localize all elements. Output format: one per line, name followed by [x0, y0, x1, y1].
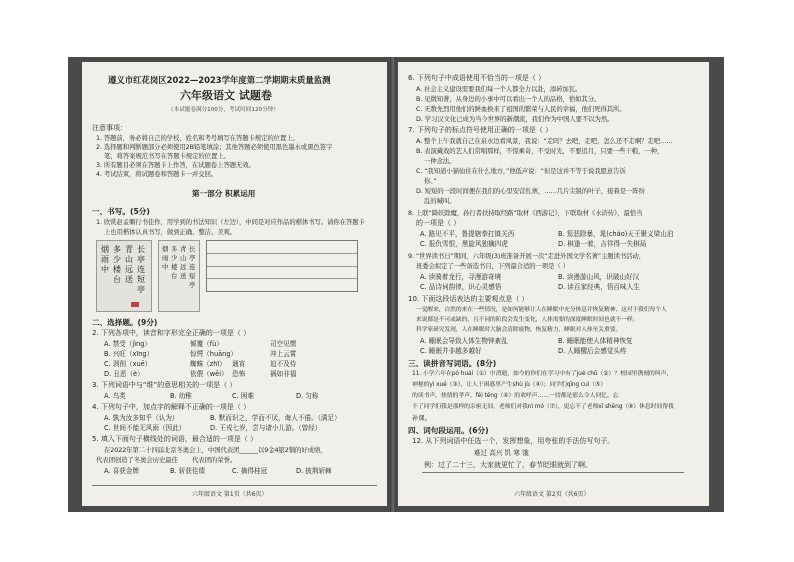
- question-text: 3. 下列词语中与“维”的意思相关的一项是（ ）: [92, 381, 237, 389]
- exam-subtitle: 六年级语文 试题卷: [180, 89, 272, 102]
- note-line: 1. 答题前，务必将自己的学校、姓名和考号填写在答题卡规定的位置上。: [96, 134, 299, 142]
- question-text: 7. 下列句子的标点符号使用正确的一项是（ ）: [408, 126, 553, 134]
- question-text: 5. 填入下面句子横线处的词语，最合适的一项是（ ）: [92, 435, 258, 443]
- section-heading: 四、词句段运用。(6分): [408, 426, 489, 435]
- section-heading: 三、读拼音写词语。(8分): [408, 359, 497, 368]
- question-text: 上也用楷体认真书写，做到正确、整洁、美观。: [104, 228, 237, 236]
- exam-page-2: 6. 下列句子中成语使用不恰当的一项是（ ） A. 社会主义建设需要我们每一个人都全力以赴，添砖加瓦。 B. 见微知著，从身边的小事中可以看出一个人的品格，恰如其分。 C. 无数先烈用他们的鲜血换来了祖国的繁荣与人民的幸福，他们死得其所。 D. 学习汉文化已成为当今世界的新潮流，我们作为中国人要不以为然。 7. 下列句子的标点符号使用正确的一项是（ ） A. 整个上午我就自己在泉水边看风景，我说：“走吗？去吧，走吧，怎么还不走啊？走吧…… B. 表演藏戏的艺人们常唱那样，不惊乘奇，不受时光，不要追月，只要一些干粮，一种， 一种念法。 C. “我知道小猫仙住在什么地方，”他低声说：“但是这并不等于说我愿意告诉 你。” D. 短短的一段时间便在我们的心里安营扎寨，……几片尖锐的叶子，接着是一阵纷 乱的喊叫。 8. 上联“降妖除魔，孙行者扶持取经路”取材《西游记》，下联取材《水浒传》，最恰当 的一项是（ ） A. 路见不平，鲁提辖拳打镇关西 B. 惩恶除暴，晁(cháo)天王聚义梁山泊 C. 报仇雪恨，黑旋风独擒四虎 D. 棋逢一着，吉祥得一失棋局 9. “世界读书日”期间，六年级(3)班准备开展一次“走进外国文学名著”主题读书活动， 班委会拟定了一些备选书目，下列最合适的一项是（ ） A. 读骑着龙行，寻漫游奇境 B. 读漫游山风，识破山好汉 C. 品诗词韵律，识心灵感悟 D. 读百家经典，悟百味人生 10. 下面这段话表达的主要观点是（ ） 一觉醒来，自然的来在一些情况，是如何能够让人在睡眠中充分休息并恢复精神，这对于我们每个人 来说都是不可或缺的，且不同的阶段会发生变化，人体需要的深度睡眠时间也就不一样。 科学家研究发现，人在睡眠时大脑会清除废物，恢复精力，睡眠对人体至关重要。 A. 睡眠会导致人体生物钟紊乱 B. 睡眠能使人体精神恢复 C. 睡眠并非越多越好 D. 人睡醒后会感觉头疼 三、读拼音写词语。(8分) 11. 小学六年在pó huái（①）中消逝，如今的你们在学习中有了jué chū（②）？校园里镌刻的叫声， 神秘的yì xué（③），让人于困惑里产生shù jù（④）；同学们qīnɡ cuì（⑤） 的读书声，热情的孝声，féi téng（⑥）的欢呼声……一切都是那么令人回忆。忘 不了同学们我是那样的亲密无间，老师们对我nì mó（⑦），更忘不了老师xī shēng（⑧）休息时间帮我 补课。 四、词句段运用。(6分) 12. 从下列词语中任选一个，发挥想象，用夸张的手法仿写句子。 难过 高兴 饥 寒 饿 例：过了二十三，大家就更忙了，春节眨眼就到了啊。 六年级语文 第2页（共6页）: [398, 62, 709, 506]
- part-heading: 第一部分 积累运用: [192, 189, 256, 198]
- exam-page-1: 遵义市红花岗区2022—2023学年度第二学期期末质量监测 六年级语文 试题卷 （本试题卷满分100分，考试时间120分钟） 注意事项： 1. 答题前，务必将自己的学校、姓名和考号填写在答题卡规定的位置上。 2. 选择题和判断题部分必须使用2B铅笔填涂；其他答题必须使用黑色墨水或黑色签字 笔，将答案规范书写在答题卡规定的位置上。 3. 所有题目必须在答题卡上作答，在试题卷上答题无效。 4. 考试结束，将试题卷和答题卡一并交回。 第一部分 积累运用 一、书写。(5分) 1. 欣赏赵孟頫行书佳作，用学到的书法知识（左边），中间是对应作品的楷体书写。请你在答题卡 上也用楷体认真书写，做到正确、整洁、美观。 长亭连短亭 青山远送 多少楼台 烟雨中 长亭连短亭 青山远送 多少楼台 烟雨中 二、选择题。(9分) 2. 下列各项中，读音和字形完全正确的一项是（ ） A. 禁受（jìnɡ） 倾覆（fù） 司空见惯 B. 兴旺（xīnɡ） 惊愕（huānɡ） 冲上云霄 C. 剥削（xuē） 蜘蛛（zhī） 通宵 迫不及待 D. 丑恶（è） 依偎（wēi） 恐怖 祸如非福 3. 下列词语中与“维”的意思相关的一项是（ ） A. 鸟类 B. 幼稚 C. 困难 D. 匀称 4. 下列句子中，加点字的解释不正确的一项是（ ） A. 孰为汝多知乎（认为） B. 默而识之，学而不厌，诲人不倦。（满足） C. 世间不能无风雨（因此） D. 王戎七岁，尝与诸小儿游。（曾经） 5. 填入下面句子横线处的词语，最合适的一项是（ ） 在2022年第二十四届北京冬奥会上，中国代表团______以9金4银2铜的好成绩， 代表团创造了冬奥会历史最佳 代表团的荣誉。 A. 喜获金牌 B. 斩获佳绩 C. 摘得桂冠 D. 披荆斩棘 六年级语文 第1页（共6页）: [82, 62, 387, 506]
- section-heading: 一、书写。(5分): [92, 207, 150, 216]
- option-a: A. 禁受（jìnɡ）: [104, 340, 151, 348]
- question-text: 8. 上联“降妖除魔，孙行者扶持取经路”取材《西游记》，下联取材《水浒传》，最恰当: [408, 209, 643, 217]
- score-note: （本试题卷满分100分，考试时间120分钟）: [168, 107, 279, 113]
- red-seal-icon: [131, 302, 139, 307]
- note-line: 笔，将答案规范书写在答题卡规定的位置上。: [104, 152, 230, 160]
- note-line: 2. 选择题和判断题部分必须使用2B铅笔填涂；其他答题必须使用黑色墨水或黑色签字: [96, 143, 333, 151]
- section-heading: 二、选择题。(9分): [92, 318, 158, 327]
- note-line: 4. 考试结束，将试题卷和答题卡一并交回。: [96, 170, 218, 178]
- example-sentence: 例：过了二十三，大家就更忙了，春节眨眼就到了啊。: [424, 461, 592, 469]
- notes-heading: 注意事项：: [92, 124, 127, 132]
- word-list: 难过 高兴 饥 寒 饿: [474, 449, 529, 457]
- question-text: 2. 下列各项中，读音和字形完全正确的一项是（ ）: [92, 329, 251, 337]
- book-crease: [390, 57, 396, 512]
- question-text: 12. 从下列词语中任选一个，发挥想象，用夸张的手法仿写句子。: [412, 437, 615, 445]
- question-text: 9. “世界读书日”期间，六年级(3)班准备开展一次“走进外国文学名著”主题读书活动，: [408, 252, 646, 260]
- option-c: C. 剥削（xuē）: [104, 360, 152, 368]
- question-text: 1. 欣赏赵孟頫行书佳作，用学到的书法知识（左边），中间是对应作品的楷体书写。请你在答题卡: [96, 218, 365, 226]
- question-text: 4. 下列句子中，加点字的解释不正确的一项是（ ）: [92, 403, 251, 411]
- option-b: B. 兴旺（xīnɡ）: [104, 350, 154, 358]
- writing-grid: [206, 240, 358, 292]
- question-text: 10. 下面这段话表达的主要观点是（ ）: [408, 295, 529, 303]
- note-line: 3. 所有题目必须在答题卡上作答，在试题卷上答题无效。: [96, 161, 255, 169]
- regular-script-sample: 长亭连短亭 青山远送 多少楼台 烟雨中: [158, 240, 200, 312]
- calligraphy-image: 长亭连短亭 青山远送 多少楼台 烟雨中: [96, 240, 152, 312]
- page-footer: 六年级语文 第1页（共6页）: [192, 491, 268, 498]
- option-d: D. 丑恶（è）: [104, 370, 144, 378]
- page-footer: 六年级语文 第2页（共6页）: [514, 491, 590, 498]
- exam-title: 遵义市红花岗区2022—2023学年度第二学期期末质量监测: [108, 75, 331, 85]
- question-text: 6. 下列句子中成语使用不恰当的一项是（ ）: [408, 74, 546, 82]
